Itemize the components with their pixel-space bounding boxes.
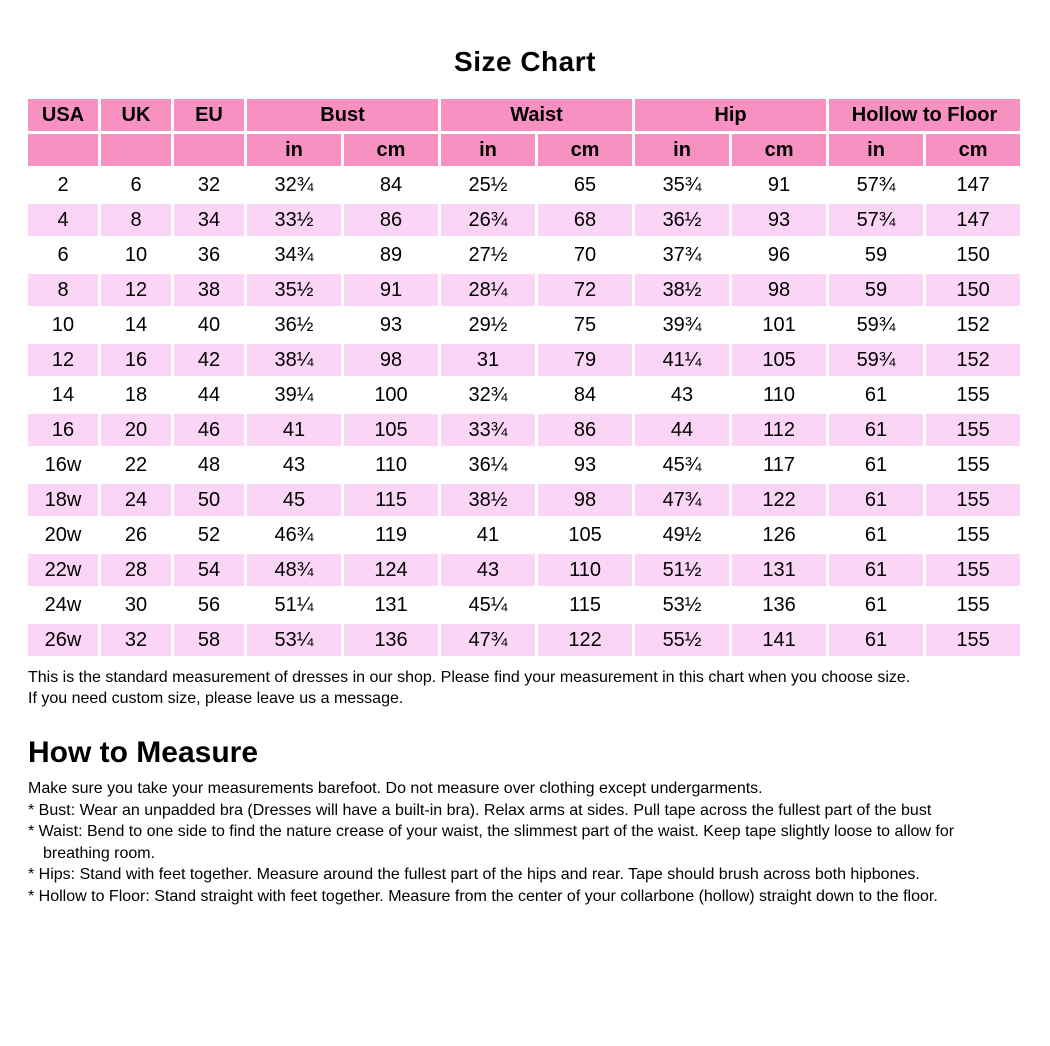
table-cell: 59¾	[829, 309, 923, 341]
table-cell: 47¾	[441, 624, 535, 656]
table-cell: 155	[926, 414, 1020, 446]
table-cell: 152	[926, 309, 1020, 341]
table-cell: 32	[101, 624, 171, 656]
table-cell: 84	[344, 169, 438, 201]
size-chart-table	[25, 96, 1023, 659]
table-cell: 100	[344, 379, 438, 411]
table-cell: 136	[344, 624, 438, 656]
table-row-size-12	[28, 344, 1020, 376]
table-cell: 32¾	[441, 379, 535, 411]
table-cell: 86	[344, 204, 438, 236]
table-cell: 54	[174, 554, 244, 586]
column-header-usa: USA	[28, 99, 98, 131]
table-cell: 34¾	[247, 239, 341, 271]
table-header	[28, 99, 1020, 166]
table-cell: 36½	[247, 309, 341, 341]
table-cell: 150	[926, 274, 1020, 306]
table-cell: 98	[344, 344, 438, 376]
table-cell: 41	[247, 414, 341, 446]
table-cell: 75	[538, 309, 632, 341]
table-row-size-8	[28, 274, 1020, 306]
table-cell: 152	[926, 344, 1020, 376]
table-cell: 53¼	[247, 624, 341, 656]
table-cell: 45	[247, 484, 341, 516]
table-cell: 36½	[635, 204, 729, 236]
table-cell: 27½	[441, 239, 535, 271]
table-cell: 59	[829, 239, 923, 271]
table-cell: 53½	[635, 589, 729, 621]
table-cell: 93	[538, 449, 632, 481]
table-cell: 41	[441, 519, 535, 551]
note-line-2: If you need custom size, please leave us a message.	[28, 690, 404, 707]
table-cell: 155	[926, 449, 1020, 481]
table-cell: 4	[28, 204, 98, 236]
unit-header-cm: cm	[732, 134, 826, 166]
table-cell: 10	[28, 309, 98, 341]
header-group-row	[28, 99, 1020, 131]
spacer-cell	[174, 134, 244, 166]
unit-header-cm: cm	[926, 134, 1020, 166]
table-cell: 43	[441, 554, 535, 586]
measure-bullet-hollow-to-floor: * Hollow to Floor: Stand straight with feet together. Measure from the center of your collarbone (hollow) straight down to the floor.	[28, 887, 938, 905]
table-row-size-14	[28, 379, 1020, 411]
table-cell: 12	[28, 344, 98, 376]
table-cell: 61	[829, 589, 923, 621]
table-cell: 34	[174, 204, 244, 236]
table-cell: 18	[101, 379, 171, 411]
table-cell: 72	[538, 274, 632, 306]
notes-section	[28, 667, 1022, 709]
table-cell: 38½	[635, 274, 729, 306]
table-cell: 12	[101, 274, 171, 306]
table-row-size-24w	[28, 589, 1020, 621]
table-cell: 155	[926, 379, 1020, 411]
unit-header-cm: cm	[538, 134, 632, 166]
table-cell: 37¾	[635, 239, 729, 271]
table-cell: 43	[635, 379, 729, 411]
table-cell: 33¾	[441, 414, 535, 446]
table-cell: 20	[101, 414, 171, 446]
table-row-size-10	[28, 309, 1020, 341]
how-to-measure-heading: How to Measure	[28, 736, 259, 769]
unit-header-in: in	[247, 134, 341, 166]
column-header-bust: Bust	[247, 99, 438, 131]
table-cell: 84	[538, 379, 632, 411]
table-cell: 28	[101, 554, 171, 586]
table-cell: 79	[538, 344, 632, 376]
table-cell: 105	[732, 344, 826, 376]
table-cell: 32¾	[247, 169, 341, 201]
table-cell: 18w	[28, 484, 98, 516]
table-cell: 110	[538, 554, 632, 586]
table-cell: 96	[732, 239, 826, 271]
table-body	[28, 169, 1020, 656]
table-cell: 8	[28, 274, 98, 306]
table-cell: 16	[101, 344, 171, 376]
table-cell: 42	[174, 344, 244, 376]
table-cell: 115	[344, 484, 438, 516]
table-cell: 61	[829, 519, 923, 551]
table-cell: 155	[926, 554, 1020, 586]
table-cell: 61	[829, 414, 923, 446]
table-cell: 36¼	[441, 449, 535, 481]
table-cell: 110	[732, 379, 826, 411]
table-row-size-16w	[28, 449, 1020, 481]
table-cell: 91	[344, 274, 438, 306]
unit-header-in: in	[829, 134, 923, 166]
table-cell: 35½	[247, 274, 341, 306]
table-cell: 86	[538, 414, 632, 446]
table-cell: 91	[732, 169, 826, 201]
table-cell: 131	[344, 589, 438, 621]
table-cell: 38¼	[247, 344, 341, 376]
table-cell: 51¼	[247, 589, 341, 621]
table-cell: 155	[926, 519, 1020, 551]
table-cell: 136	[732, 589, 826, 621]
measure-intro: Make sure you take your measurements barefoot. Do not measure over clothing except undergarments.	[28, 780, 763, 797]
table-row-size-2	[28, 169, 1020, 201]
column-header-hollow-to-floor: Hollow to Floor	[829, 99, 1020, 131]
table-cell: 2	[28, 169, 98, 201]
table-cell: 70	[538, 239, 632, 271]
measure-bullet-hips: * Hips: Stand with feet together. Measure around the fullest part of the hips and rear. Tape should brush across both hipbones.	[28, 866, 920, 883]
table-cell: 57¾	[829, 204, 923, 236]
table-cell: 45¾	[635, 449, 729, 481]
table-cell: 48	[174, 449, 244, 481]
table-cell: 61	[829, 449, 923, 481]
table-cell: 105	[344, 414, 438, 446]
table-cell: 28¼	[441, 274, 535, 306]
table-row-size-18w	[28, 484, 1020, 516]
table-cell: 26w	[28, 624, 98, 656]
table-cell: 44	[635, 414, 729, 446]
table-cell: 147	[926, 204, 1020, 236]
table-row-size-22w	[28, 554, 1020, 586]
table-cell: 14	[28, 379, 98, 411]
column-header-uk: UK	[101, 99, 171, 131]
table-cell: 57¾	[829, 169, 923, 201]
spacer-cell	[101, 134, 171, 166]
table-row-size-16	[28, 414, 1020, 446]
table-cell: 38	[174, 274, 244, 306]
table-cell: 22w	[28, 554, 98, 586]
table-cell: 126	[732, 519, 826, 551]
table-cell: 32	[174, 169, 244, 201]
table-cell: 24w	[28, 589, 98, 621]
table-cell: 150	[926, 239, 1020, 271]
table-cell: 117	[732, 449, 826, 481]
table-cell: 26¾	[441, 204, 535, 236]
unit-row	[28, 134, 1020, 166]
table-cell: 110	[344, 449, 438, 481]
table-row-size-20w	[28, 519, 1020, 551]
table-cell: 41¼	[635, 344, 729, 376]
measure-bullet-bust: * Bust: Wear an unpadded bra (Dresses will have a built-in bra). Relax arms at sides. Pull tape across the fullest part of the bust	[28, 801, 932, 819]
table-cell: 98	[732, 274, 826, 306]
table-row-size-26w	[28, 624, 1020, 656]
size-chart-page	[0, 46, 1050, 907]
table-cell: 105	[538, 519, 632, 551]
table-cell: 20w	[28, 519, 98, 551]
table-cell: 25½	[441, 169, 535, 201]
table-cell: 61	[829, 484, 923, 516]
table-cell: 45¼	[441, 589, 535, 621]
note-line-1: This is the standard measurement of dresses in our shop. Please find your measurement in this chart when you choose size.	[28, 669, 911, 686]
table-cell: 30	[101, 589, 171, 621]
table-cell: 38½	[441, 484, 535, 516]
table-cell: 40	[174, 309, 244, 341]
table-cell: 10	[101, 239, 171, 271]
column-header-hip: Hip	[635, 99, 826, 131]
table-cell: 93	[344, 309, 438, 341]
table-cell: 55½	[635, 624, 729, 656]
table-cell: 101	[732, 309, 826, 341]
table-cell: 61	[829, 624, 923, 656]
table-cell: 26	[101, 519, 171, 551]
table-cell: 155	[926, 624, 1020, 656]
table-cell: 59¾	[829, 344, 923, 376]
unit-header-in: in	[441, 134, 535, 166]
column-header-waist: Waist	[441, 99, 632, 131]
table-cell: 93	[732, 204, 826, 236]
table-cell: 49½	[635, 519, 729, 551]
table-cell: 50	[174, 484, 244, 516]
table-cell: 98	[538, 484, 632, 516]
table-cell: 24	[101, 484, 171, 516]
table-cell: 36	[174, 239, 244, 271]
table-cell: 22	[101, 449, 171, 481]
how-to-measure-section	[28, 736, 1022, 907]
table-cell: 44	[174, 379, 244, 411]
table-cell: 115	[538, 589, 632, 621]
table-cell: 35¾	[635, 169, 729, 201]
table-cell: 39¼	[247, 379, 341, 411]
table-cell: 52	[174, 519, 244, 551]
column-header-eu: EU	[174, 99, 244, 131]
table-cell: 6	[101, 169, 171, 201]
table-cell: 43	[247, 449, 341, 481]
table-cell: 61	[829, 554, 923, 586]
table-cell: 8	[101, 204, 171, 236]
table-cell: 51½	[635, 554, 729, 586]
table-cell: 122	[732, 484, 826, 516]
table-cell: 122	[538, 624, 632, 656]
table-cell: 16w	[28, 449, 98, 481]
table-cell: 59	[829, 274, 923, 306]
table-cell: 14	[101, 309, 171, 341]
table-cell: 124	[344, 554, 438, 586]
spacer-cell	[28, 134, 98, 166]
table-cell: 56	[174, 589, 244, 621]
table-cell: 155	[926, 589, 1020, 621]
table-cell: 61	[829, 379, 923, 411]
table-cell: 29½	[441, 309, 535, 341]
table-cell: 131	[732, 554, 826, 586]
table-cell: 47¾	[635, 484, 729, 516]
table-cell: 65	[538, 169, 632, 201]
table-cell: 33½	[247, 204, 341, 236]
table-cell: 112	[732, 414, 826, 446]
page-title: Size Chart	[454, 46, 596, 77]
table-cell: 6	[28, 239, 98, 271]
table-cell: 141	[732, 624, 826, 656]
table-cell: 58	[174, 624, 244, 656]
measure-bullet-waist: * Waist: Bend to one side to find the nature crease of your waist, the slimmest part of the waist. Keep tape slightly loose to allow for breathing room.	[28, 823, 955, 862]
table-cell: 16	[28, 414, 98, 446]
unit-header-in: in	[635, 134, 729, 166]
table-cell: 48¾	[247, 554, 341, 586]
table-cell: 31	[441, 344, 535, 376]
table-row-size-4	[28, 204, 1020, 236]
table-cell: 68	[538, 204, 632, 236]
table-cell: 155	[926, 484, 1020, 516]
table-row-size-6	[28, 239, 1020, 271]
table-cell: 119	[344, 519, 438, 551]
unit-header-cm: cm	[344, 134, 438, 166]
table-cell: 46	[174, 414, 244, 446]
table-cell: 46¾	[247, 519, 341, 551]
table-cell: 39¾	[635, 309, 729, 341]
table-cell: 147	[926, 169, 1020, 201]
table-cell: 89	[344, 239, 438, 271]
